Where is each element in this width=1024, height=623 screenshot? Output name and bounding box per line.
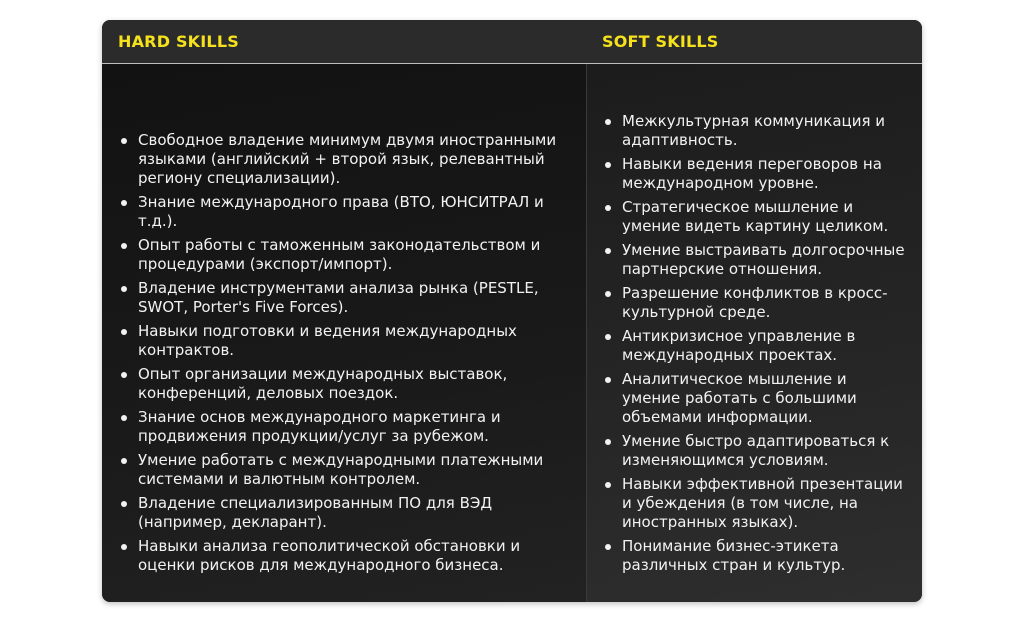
- list-item: Умение выстраивать долгосрочные партнерские отношения.: [602, 241, 907, 279]
- list-item: Понимание бизнес-этикета различных стран и культур.: [602, 537, 907, 575]
- list-item: Владение инструментами анализа рынка (PESTLE, SWOT, Porter's Five Forces).: [118, 279, 570, 317]
- list-item: Опыт работы с таможенным законодательством и процедурами (экспорт/импорт).: [118, 236, 570, 274]
- list-item: Разрешение конфликтов в кросс-культурной среде.: [602, 284, 907, 322]
- list-item: Знание международного права (ВТО, ЮНСИТРАЛ и т.д.).: [118, 193, 570, 231]
- skills-table: [102, 20, 922, 602]
- hard-skills-list: [118, 131, 570, 580]
- soft-skills-column: [587, 64, 922, 602]
- list-item: Антикризисное управление в международных проектах.: [602, 327, 907, 365]
- table-header-row: [102, 20, 922, 64]
- list-item: Опыт организации международных выставок, конференций, деловых поездок.: [118, 365, 570, 403]
- list-item: Знание основ международного маркетинга и продвижения продукции/услуг за рубежом.: [118, 408, 570, 446]
- list-item: Свободное владение минимум двумя иностранными языками (английский + второй язык, релевантный региону специализации).: [118, 131, 570, 188]
- list-item: Владение специализированным ПО для ВЭД (например, декларант).: [118, 494, 570, 532]
- list-item: Межкультурная коммуникация и адаптивность.: [602, 112, 907, 150]
- list-item: Умение работать с международными платежными системами и валютным контролем.: [118, 451, 570, 489]
- list-item: Навыки ведения переговоров на международном уровне.: [602, 155, 907, 193]
- list-item: Умение быстро адаптироваться к изменяющимся условиям.: [602, 432, 907, 470]
- list-item: Аналитическое мышление и умение работать с большими объемами информации.: [602, 370, 907, 427]
- hard-skills-header: HARD SKILLS: [118, 32, 239, 51]
- list-item: Навыки анализа геополитической обстановки и оценки рисков для международного бизнеса.: [118, 537, 570, 575]
- hard-skills-column: [102, 64, 586, 602]
- soft-skills-header: SOFT SKILLS: [602, 32, 719, 51]
- list-item: Стратегическое мышление и умение видеть картину целиком.: [602, 198, 907, 236]
- list-item: Навыки подготовки и ведения международных контрактов.: [118, 322, 570, 360]
- list-item: Навыки эффективной презентации и убеждения (в том числе, на иностранных языках).: [602, 475, 907, 532]
- soft-skills-list: [602, 112, 907, 580]
